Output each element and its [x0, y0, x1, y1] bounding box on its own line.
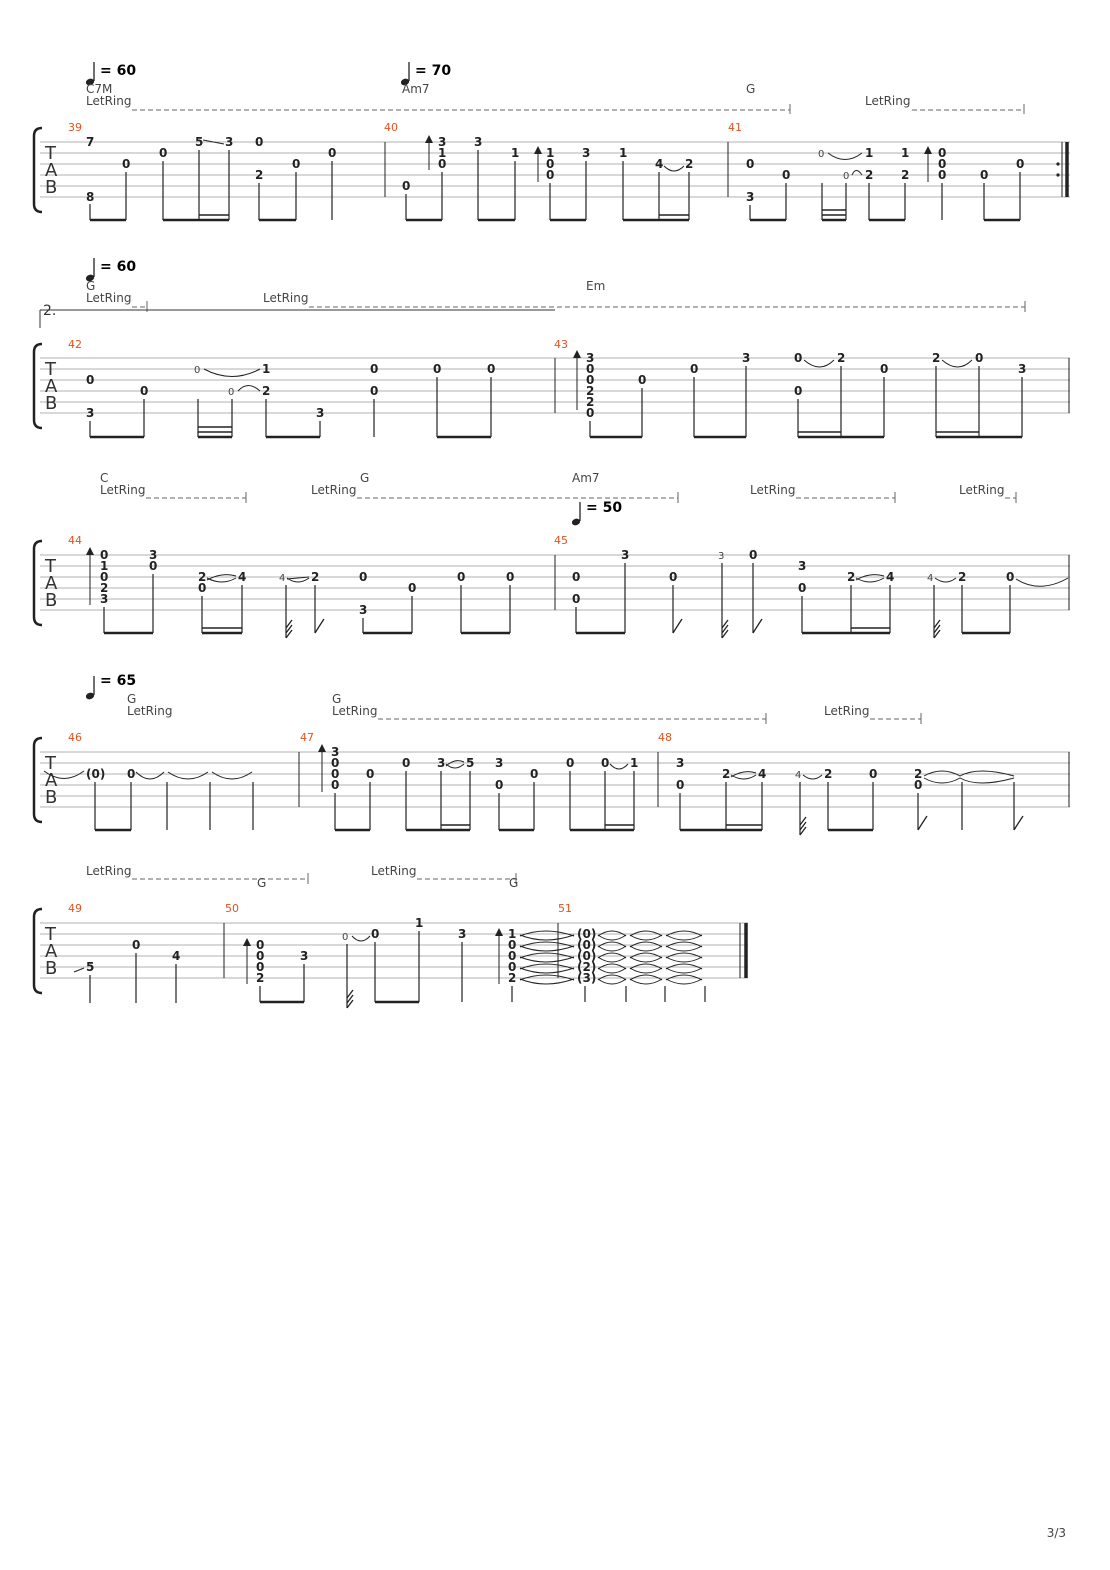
fret-number: 3 — [225, 135, 234, 149]
tie — [136, 772, 164, 779]
fret-number: 0 — [359, 570, 368, 584]
grace-fret-number: 0 — [818, 149, 825, 160]
fret-number: 2 — [262, 384, 271, 398]
fret-number: 3 — [438, 135, 447, 149]
tab-clef-a: A — [45, 376, 58, 397]
fret-number: 0 — [506, 570, 515, 584]
fret-number: 2 — [901, 168, 910, 182]
fret-number: 0 — [433, 362, 442, 376]
tab-clef-b: B — [45, 393, 58, 414]
fret-number: 1 — [100, 559, 109, 573]
fret-number: 3 — [474, 135, 483, 149]
tempo-marking: = 60 — [100, 63, 137, 79]
fret-number: 2 — [508, 971, 517, 985]
chord-name: Em — [586, 279, 606, 293]
fret-number: 0 — [508, 960, 517, 974]
fret-number: 3 — [798, 559, 807, 573]
repeat-dot — [1056, 162, 1059, 165]
slur — [856, 578, 884, 582]
slur — [803, 775, 822, 779]
fret-number: 0 — [794, 351, 803, 365]
fret-number: 1 — [415, 916, 424, 930]
fret-number: 2 — [932, 351, 941, 365]
grace-fret-number: 4 — [279, 573, 286, 584]
fret-number: 0 — [530, 767, 539, 781]
fret-number: 3 — [621, 548, 630, 562]
fret-number: 0 — [938, 146, 947, 160]
fret-number: 0 — [331, 756, 340, 770]
fret-number: 0 — [331, 778, 340, 792]
tab-clef-t: T — [45, 359, 56, 380]
fret-number: 0 — [572, 570, 581, 584]
strum-up-arrow-icon — [243, 938, 251, 946]
measure-44 — [86, 547, 514, 638]
fret-number: 0 — [938, 157, 947, 171]
measure-43 — [573, 350, 1026, 437]
fret-number: 3 — [742, 351, 751, 365]
fret-number: 3 — [676, 756, 685, 770]
tab-clef-b: B — [45, 177, 58, 198]
letring-label: LetRing — [371, 864, 417, 878]
grace-fret-number: 4 — [927, 573, 934, 584]
measure-48 — [676, 756, 1023, 835]
fret-number: 3 — [586, 351, 595, 365]
letring-label: LetRing — [750, 483, 796, 497]
slur — [731, 775, 756, 779]
fret-number: 0 — [508, 938, 517, 952]
slur — [935, 578, 956, 582]
volta-label: 2. — [43, 303, 57, 319]
fret-number: 4 — [758, 767, 767, 781]
slur — [207, 578, 236, 582]
fret-number: 0 — [371, 927, 380, 941]
fret-number: 0 — [122, 157, 131, 171]
fret-number: 4 — [238, 570, 247, 584]
measure-number: 40 — [384, 121, 398, 134]
fret-number: 0 — [438, 157, 447, 171]
measure-number: 49 — [68, 902, 82, 915]
tab-clef-a: A — [45, 573, 58, 594]
fret-number: 0 — [638, 373, 647, 387]
fret-number: 0 — [586, 406, 595, 420]
letring-label: LetRing — [263, 291, 309, 305]
fret-number: (0) — [577, 938, 597, 952]
fret-number: 0 — [869, 767, 878, 781]
staff-bracket — [34, 738, 42, 822]
system-3 — [34, 471, 1070, 638]
fret-number: 0 — [408, 581, 417, 595]
chord-name: Am7 — [572, 471, 600, 485]
fret-number: 0 — [159, 146, 168, 160]
measure-number: 47 — [300, 731, 314, 744]
fret-number: 1 — [630, 756, 639, 770]
letring-label: LetRing — [127, 704, 173, 718]
letring-label: LetRing — [86, 864, 132, 878]
staff-bracket — [34, 541, 42, 625]
slur — [204, 369, 260, 377]
fret-number: 3 — [1018, 362, 1027, 376]
measure-number: 41 — [728, 121, 742, 134]
fret-number: 0 — [1006, 570, 1015, 584]
fret-number: 0 — [402, 756, 411, 770]
fret-number: 2 — [255, 168, 264, 182]
chord-name: G — [746, 82, 756, 96]
fret-number: 3 — [100, 592, 109, 606]
fret-number: (3) — [577, 971, 597, 985]
chord-name: G — [257, 876, 267, 890]
tab-clef-a: A — [45, 160, 58, 181]
tab-clef-t: T — [45, 143, 56, 164]
fret-number: 5 — [195, 135, 204, 149]
measure-number: 51 — [558, 902, 572, 915]
letring-label: LetRing — [311, 483, 357, 497]
letring-label: LetRing — [332, 704, 378, 718]
chord-name: C — [100, 471, 109, 485]
staff-bracket — [34, 344, 42, 428]
fret-number: 1 — [511, 146, 520, 160]
strum-up-arrow-icon — [425, 135, 433, 143]
measure-number: 45 — [554, 534, 568, 547]
quarter-note-icon — [571, 502, 581, 526]
grace-fret-number: 0 — [194, 365, 201, 376]
tempo-marking: = 50 — [586, 500, 623, 516]
fret-number: 0 — [140, 384, 149, 398]
tab-clef-t: T — [45, 924, 56, 945]
fret-number: 0 — [1016, 157, 1025, 171]
fret-number: 0 — [880, 362, 889, 376]
ties-to-next — [520, 931, 574, 984]
fret-number: 0 — [292, 157, 301, 171]
tab-clef-a: A — [45, 770, 58, 791]
fret-number: 1 — [438, 146, 447, 160]
letring-label: LetRing — [959, 483, 1005, 497]
fret-number: 0 — [149, 559, 158, 573]
system-1 — [34, 62, 1070, 220]
tab-clef-b: B — [45, 787, 58, 808]
fret-number: 1 — [865, 146, 874, 160]
fret-number: 0 — [370, 362, 379, 376]
grace-fret-number: 4 — [795, 770, 802, 781]
fret-number: 1 — [508, 927, 517, 941]
fret-number: 0 — [676, 778, 685, 792]
ties — [598, 931, 702, 984]
slur — [828, 153, 862, 160]
fret-number: 2 — [824, 767, 833, 781]
fret-number: 0 — [566, 756, 575, 770]
fret-number: 3 — [746, 190, 755, 204]
tab-clef-b: B — [45, 590, 58, 611]
grace-fret-number: 0 — [843, 171, 850, 182]
fret-number: 0 — [572, 592, 581, 606]
slur — [852, 171, 862, 176]
fret-number: 0 — [366, 767, 375, 781]
tab-clef-t: T — [45, 556, 56, 577]
tab-clef-t: T — [45, 753, 56, 774]
measure-number: 43 — [554, 338, 568, 351]
fret-number: 0 — [256, 960, 265, 974]
fret-number: 2 — [914, 767, 923, 781]
fret-number: 0 — [938, 168, 947, 182]
fret-number: 3 — [437, 756, 446, 770]
measure-40 — [402, 135, 693, 220]
fret-number: 2 — [256, 971, 265, 985]
fret-number: 0 — [798, 581, 807, 595]
system-5 — [34, 864, 748, 1008]
fret-number: 0 — [746, 157, 755, 171]
fret-number: 0 — [782, 168, 791, 182]
fret-number: 3 — [458, 927, 467, 941]
measure-number: 39 — [68, 121, 82, 134]
fret-number: 0 — [256, 938, 265, 952]
fret-number: 0 — [980, 168, 989, 182]
fret-number: 1 — [901, 146, 910, 160]
fret-number: 2 — [311, 570, 320, 584]
measure-number: 50 — [225, 902, 239, 915]
measure-50 — [243, 916, 574, 1008]
fret-number: 5 — [466, 756, 475, 770]
tempo-marking: = 60 — [100, 259, 137, 275]
letring-label: LetRing — [86, 94, 132, 108]
fret-number: 2 — [958, 570, 967, 584]
fret-number: 0 — [601, 756, 610, 770]
fret-number: 1 — [619, 146, 628, 160]
fret-number: 5 — [86, 960, 95, 974]
fret-number: 0 — [256, 949, 265, 963]
fret-number: 2 — [100, 581, 109, 595]
measure-39 — [86, 135, 336, 220]
tie — [1016, 578, 1068, 586]
staff-bracket — [34, 128, 42, 212]
fret-number: 0 — [495, 778, 504, 792]
chord-name: G — [86, 279, 96, 293]
strum-up-arrow-icon — [86, 547, 94, 555]
letring-label: LetRing — [865, 94, 911, 108]
tie — [168, 772, 208, 779]
tab-staff — [40, 142, 1070, 197]
chord-name: Am7 — [402, 82, 430, 96]
fret-number: 4 — [172, 949, 181, 963]
tab-clef-b: B — [45, 958, 58, 979]
strum-up-arrow-icon — [318, 744, 326, 752]
measure-49 — [74, 938, 180, 1003]
fret-number: 2 — [198, 570, 207, 584]
fret-number: (0) — [86, 767, 106, 781]
system-2 — [34, 258, 1070, 437]
slur — [942, 360, 972, 367]
fret-number: 3 — [149, 548, 158, 562]
fret-number: 2 — [865, 168, 874, 182]
fret-number: 0 — [546, 157, 555, 171]
slur — [238, 386, 260, 392]
fret-number: 0 — [100, 570, 109, 584]
tie — [212, 772, 252, 779]
fret-number: 0 — [255, 135, 264, 149]
measure-number: 44 — [68, 534, 82, 547]
fret-number: 3 — [300, 949, 309, 963]
fret-number: 0 — [749, 548, 758, 562]
fret-number: 0 — [402, 179, 411, 193]
fret-number: 1 — [546, 146, 555, 160]
fret-number: 4 — [886, 570, 895, 584]
fret-number: 0 — [546, 168, 555, 182]
fret-number: (0) — [577, 927, 597, 941]
fret-number: 3 — [331, 745, 340, 759]
repeat-dot — [1056, 173, 1059, 176]
strum-up-arrow-icon — [924, 146, 932, 154]
fret-number: 0 — [132, 938, 141, 952]
fret-number: 8 — [86, 190, 95, 204]
tie — [924, 778, 1014, 783]
fret-number: 3 — [86, 406, 95, 420]
chord-name: C7M — [86, 82, 113, 96]
slide-in — [74, 968, 84, 972]
fret-number: 0 — [198, 581, 207, 595]
measure-47 — [318, 744, 638, 830]
fret-number: 4 — [655, 157, 664, 171]
slur — [804, 360, 834, 367]
chord-name: G — [127, 692, 137, 706]
letring-label: LetRing — [824, 704, 870, 718]
fret-number: 2 — [837, 351, 846, 365]
grace-fret-number: 0 — [342, 932, 349, 943]
fret-number: 0 — [100, 548, 109, 562]
measure-41 — [746, 146, 1024, 220]
page-number: 3/3 — [1046, 1526, 1066, 1540]
fret-number: 0 — [690, 362, 699, 376]
slur — [610, 764, 628, 769]
tab-clef-a: A — [45, 941, 58, 962]
fret-number: (2) — [577, 960, 597, 974]
fret-number: 2 — [847, 570, 856, 584]
letring-label: LetRing — [100, 483, 146, 497]
system-4 — [34, 673, 1070, 835]
fret-number: 2 — [685, 157, 694, 171]
slur — [664, 166, 684, 171]
tempo-marking: = 70 — [415, 63, 452, 79]
fret-number: 3 — [316, 406, 325, 420]
fret-number: 1 — [262, 362, 271, 376]
fret-number: 0 — [331, 767, 340, 781]
strum-up-arrow-icon — [534, 146, 542, 154]
quarter-note-icon — [85, 676, 95, 700]
fret-number: 0 — [669, 570, 678, 584]
tempo-marking: = 65 — [100, 673, 137, 689]
fret-number: 0 — [370, 384, 379, 398]
staff-bracket — [34, 909, 42, 993]
slur — [446, 764, 464, 768]
measure-46 — [44, 767, 253, 830]
fret-number: 3 — [582, 146, 591, 160]
fret-number: 3 — [359, 603, 368, 617]
measure-51 — [577, 927, 705, 1002]
grace-fret-number: 3 — [718, 551, 725, 562]
measure-42 — [86, 362, 495, 437]
fret-number: 0 — [328, 146, 337, 160]
chord-name: G — [509, 876, 519, 890]
slur — [352, 936, 370, 941]
fret-number: (0) — [577, 949, 597, 963]
fret-number: 2 — [722, 767, 731, 781]
measure-number: 48 — [658, 731, 672, 744]
chord-name: G — [360, 471, 370, 485]
fret-number: 7 — [86, 135, 95, 149]
grace-fret-number: 0 — [228, 387, 235, 398]
measure-number: 46 — [68, 731, 82, 744]
fret-number: 0 — [457, 570, 466, 584]
fret-number: 2 — [586, 395, 595, 409]
fret-number: 2 — [586, 384, 595, 398]
chord-name: G — [332, 692, 342, 706]
fret-number: 3 — [495, 756, 504, 770]
measure-45 — [572, 548, 1068, 638]
fret-number: 0 — [586, 362, 595, 376]
strum-up-arrow-icon — [573, 350, 581, 358]
fret-number: 0 — [487, 362, 496, 376]
tie — [924, 771, 1014, 776]
fret-number: 0 — [794, 384, 803, 398]
measure-number: 42 — [68, 338, 82, 351]
fret-number: 0 — [914, 778, 923, 792]
strum-up-arrow-icon — [495, 928, 503, 936]
fret-number: 0 — [975, 351, 984, 365]
fret-number: 0 — [586, 373, 595, 387]
letring-label: LetRing — [86, 291, 132, 305]
fret-number: 0 — [86, 373, 95, 387]
fret-number: 0 — [127, 767, 136, 781]
fret-number: 0 — [508, 949, 517, 963]
